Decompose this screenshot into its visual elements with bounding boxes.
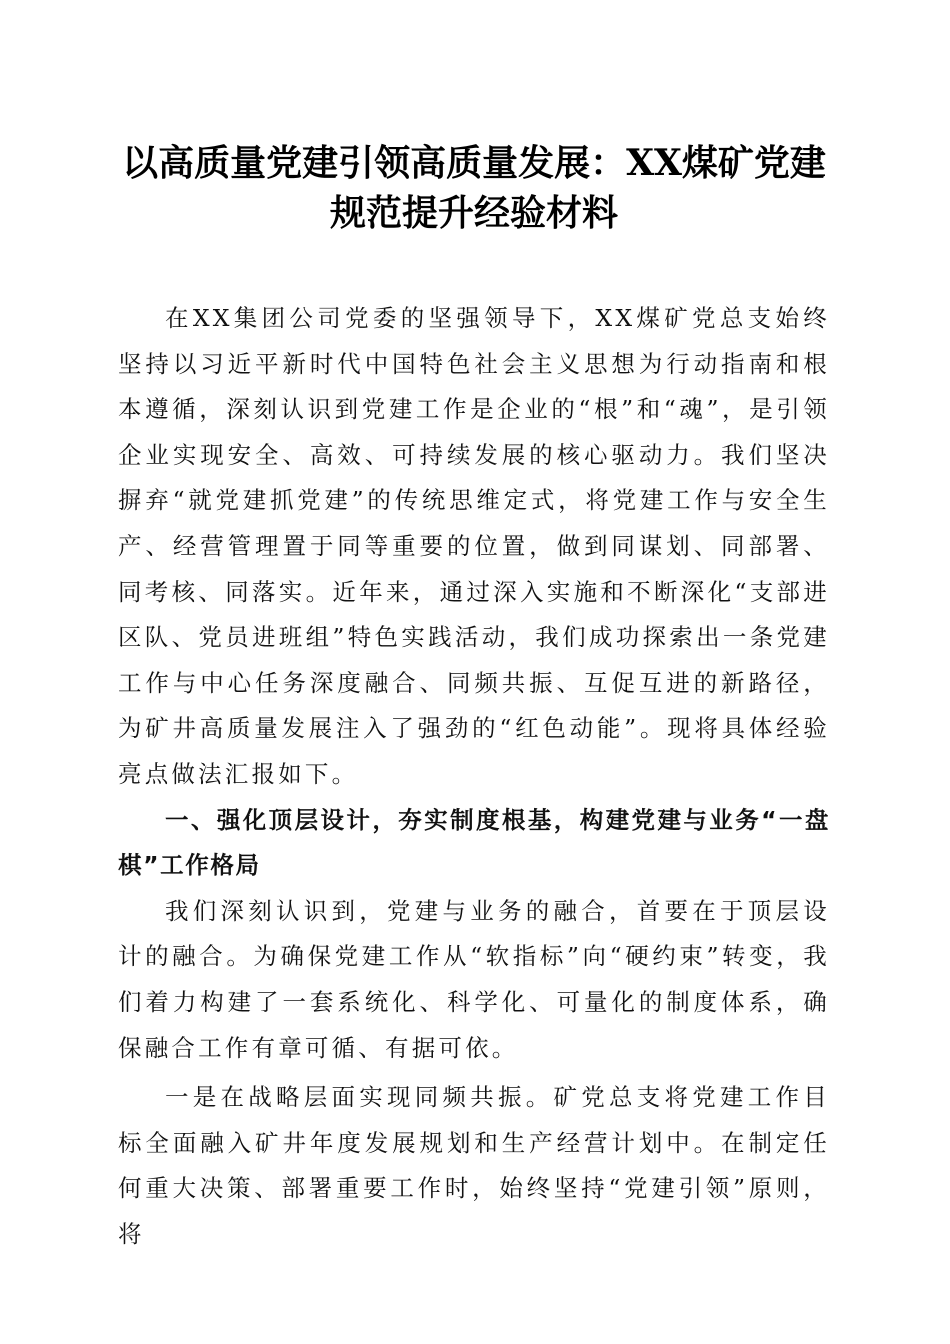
section-1-heading: 一、强化顶层设计，夯实制度根基，构建党建与业务“一盘棋”工作格局 [118,805,830,880]
section-1-paragraph-2-text: 矿党总支将党建工作目标全面融入矿井年度发展规划和生产经营计划中。在制定任何重大决策、部署重要工作时，始终坚持“党建引领”原则，将 [118,1083,830,1248]
document-page [118,138,830,1257]
section-1-paragraph-1: 我们深刻认识到，党建与业务的融合，首要在于顶层设计的融合。为确保党建工作从“软指标”向“硬约束”转变，我们着力构建了一套系统化、科学化、可量化的制度体系，确保融合工作有章可循、有据可依。 [118,896,830,1062]
section-1-paragraph-2 [118,1075,830,1257]
document-title-line-2: 规范提升经验材料 [329,192,618,234]
intro-paragraph: 在XX集团公司党委的坚强领导下，XX煤矿党总支始终坚持以习近平新时代中国特色社会主义思想为行动指南和根本遵循，深刻认识到党建工作是企业的“根”和“魂”，是引领企业实现安全、高效、可持续发展的核心驱动力。我们坚决摒弃“就党建抓党建”的传统思维定式，将党建工作与安全生产、经营管理置于同等重要的位置，做到同谋划、同部署、同考核、同落实。近年来，通过深入实施和不断深化“支部进区队、党员进班组”特色实践活动，我们成功探索出一条党建工作与中心任务深度融合、同频共振、互促互进的新路径，为矿井高质量发展注入了强劲的“红色动能”。现将具体经验亮点做法汇报如下。 [118,304,830,788]
document-title [118,138,830,238]
document-body [118,296,830,1257]
document-title-line-1: 以高质量党建引领高质量发展：XX煤矿党建 [122,142,826,184]
section-1-paragraph-2-lead: 一是在战略层面实现同频共振。 [165,1083,554,1112]
